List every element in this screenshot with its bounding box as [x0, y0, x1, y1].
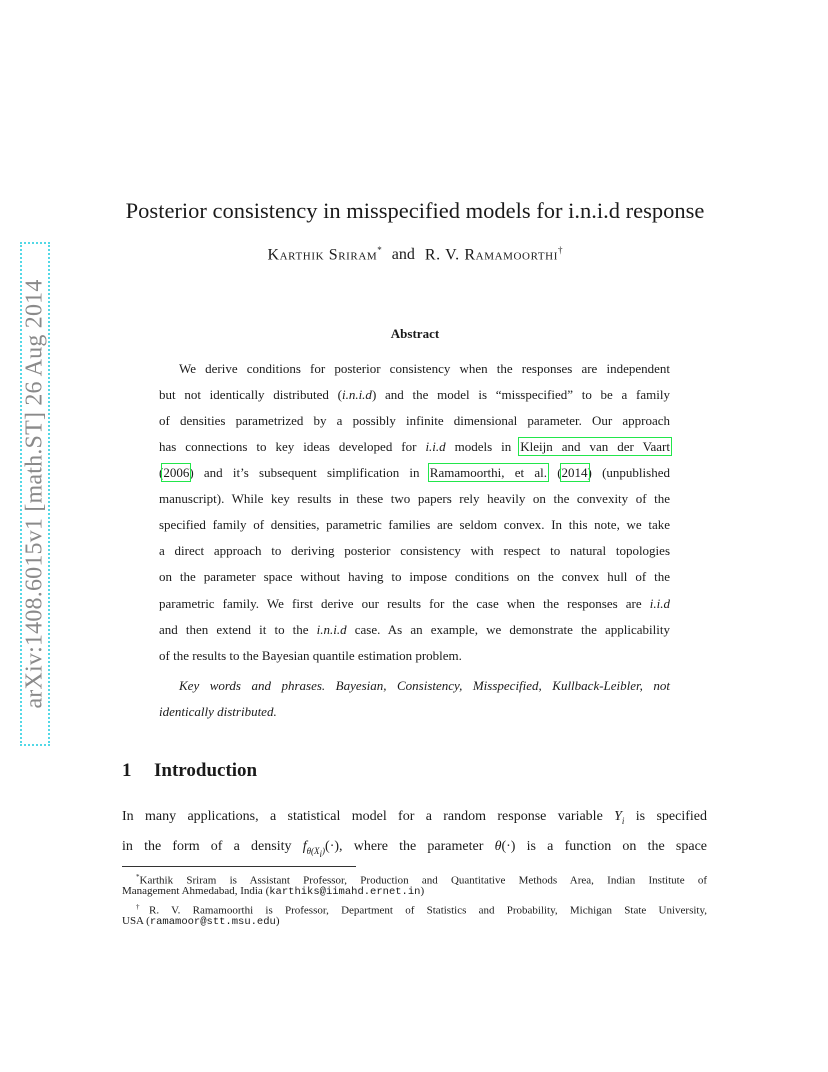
math-subscript: i: [621, 815, 625, 826]
author-1: Karthik Sriram: [267, 246, 378, 264]
footnote-1-email[interactable]: karthiks@iimahd.ernet.in: [269, 886, 421, 898]
text-segment: Management Ahmedabad, India (: [122, 885, 270, 897]
text-segment: and then extend it to the: [159, 622, 317, 637]
math-subscript: θ(X: [306, 845, 320, 856]
intro-line-2: [122, 838, 708, 859]
text-italic: i.n.i.d: [341, 387, 372, 402]
math-var: Y: [614, 809, 622, 824]
text-segment: ) and it’s subsequent simplification in: [189, 465, 430, 480]
abstract-line-1: We derive conditions for posterior consistency when the responses are independent: [179, 361, 670, 376]
math-theta: θ: [494, 839, 502, 854]
footnote-1-mark: *: [136, 873, 140, 881]
math-var: f: [302, 839, 307, 854]
intro-line-1: [122, 808, 707, 826]
abstract-line-6: manuscript). While key results in these two papers rely heavily on the convexity of the: [159, 491, 670, 506]
keywords-line-2: identically distributed.: [159, 704, 277, 719]
footnote-2-line-1: [122, 900, 708, 917]
arxiv-stamp[interactable]: [20, 242, 50, 746]
abstract-line-3: of densities parametrized by a possibly infinite dimensional parameter. Our approach: [159, 413, 670, 428]
text-segment: ) (unpublished: [587, 465, 670, 480]
citation-link-kleijn[interactable]: Kleijn and van der Vaart: [520, 439, 670, 454]
footnote-1-line-2: [122, 884, 707, 898]
abstract-line-4: [159, 439, 670, 455]
text-segment: has connections to key ideas developed for: [159, 439, 426, 454]
citation-link-ramamoorthi[interactable]: Ramamoorthi, et al.: [429, 465, 547, 480]
math-f-theta: [302, 839, 326, 859]
footnote-2-line-2: [122, 914, 707, 928]
keywords-line-1: Key words and phrases. Bayesian, Consistency, Misspecified, Kullback-Leibler, not: [179, 678, 670, 693]
abstract-line-2: [159, 387, 670, 403]
text-segment: parametric family. We first derive our results for the case when the responses are: [159, 596, 650, 611]
text-segment: ): [420, 885, 425, 897]
text-segment: USA (: [122, 915, 150, 927]
math-subsubscript: i: [319, 848, 323, 859]
text-segment: Karthik Sriram is Assistant Professor, Production and Quantitative Methods Area, Indian Institute of: [139, 874, 707, 887]
citation-link-2006[interactable]: 2006: [163, 465, 190, 480]
abstract-line-9: on the parameter space without having to impose conditions on the convex hull of the: [159, 569, 670, 584]
citation-link-2014[interactable]: 2014: [561, 465, 588, 480]
text-segment: models in: [445, 439, 521, 454]
abstract-line-8: a direct approach to deriving posterior consistency with respect to natural topologies: [159, 543, 670, 558]
text-segment: In many applications, a statistical model for a random response variable: [122, 809, 615, 824]
text-italic: i.i.d: [649, 596, 670, 611]
text-segment: case. As an example, we demonstrate the applicability: [346, 622, 670, 637]
abstract-line-5: (2006) and it’s subsequent simplification in Ramamoorthi, et al. (2014) (unpublished: [159, 465, 670, 480]
math-subscript-end: ): [322, 845, 326, 856]
text-segment: is specified: [624, 809, 707, 824]
abstract-line-10: [159, 596, 670, 612]
text-segment: but not identically distributed (: [159, 387, 342, 402]
abstract-line-7: specified family of densities, parametric families are seldom convex. In this note, we take: [159, 517, 670, 532]
arxiv-stamp-text: arXiv:1408.6015v1 [math.ST] 26 Aug 2014: [21, 279, 48, 709]
section-heading: [122, 760, 257, 782]
text-segment: (·), where the parameter: [325, 839, 495, 854]
text-segment: in the form of a density: [122, 839, 303, 854]
abstract-heading: Abstract: [390, 326, 440, 341]
footnote-rule: [122, 866, 356, 867]
footnote-2-email[interactable]: ramamoor@stt.msu.edu: [149, 916, 276, 928]
text-segment: ) and the model is “misspecified” to be a family: [371, 387, 670, 402]
footnote-2-mark: †: [136, 903, 149, 911]
text-segment: R. V. Ramamoorthi is Professor, Department of Statistics and Probability, Michigan State University,: [149, 904, 708, 917]
author-conjunction: and: [391, 246, 415, 264]
author-1-footnote-mark[interactable]: *: [377, 245, 382, 255]
text-italic: i.n.i.d: [316, 622, 347, 637]
footnote-1-line-1: [122, 870, 707, 887]
paper-title: Posterior consistency in misspecified models for i.n.i.d response: [125, 198, 705, 223]
abstract-line-11: [159, 622, 670, 638]
text-italic: i.i.d: [425, 439, 446, 454]
text-segment: (·) is a function on the space: [501, 839, 708, 854]
section-title: Introduction: [154, 760, 258, 781]
section-number: 1: [122, 760, 132, 781]
author-line: [122, 245, 708, 264]
text-segment: ): [275, 915, 280, 927]
author-2: R. V. Ramamoorthi: [424, 246, 558, 264]
author-2-footnote-mark[interactable]: †: [558, 245, 563, 255]
math-y-i: [614, 809, 624, 824]
abstract-line-12: of the results to the Bayesian quantile estimation problem.: [159, 648, 462, 663]
